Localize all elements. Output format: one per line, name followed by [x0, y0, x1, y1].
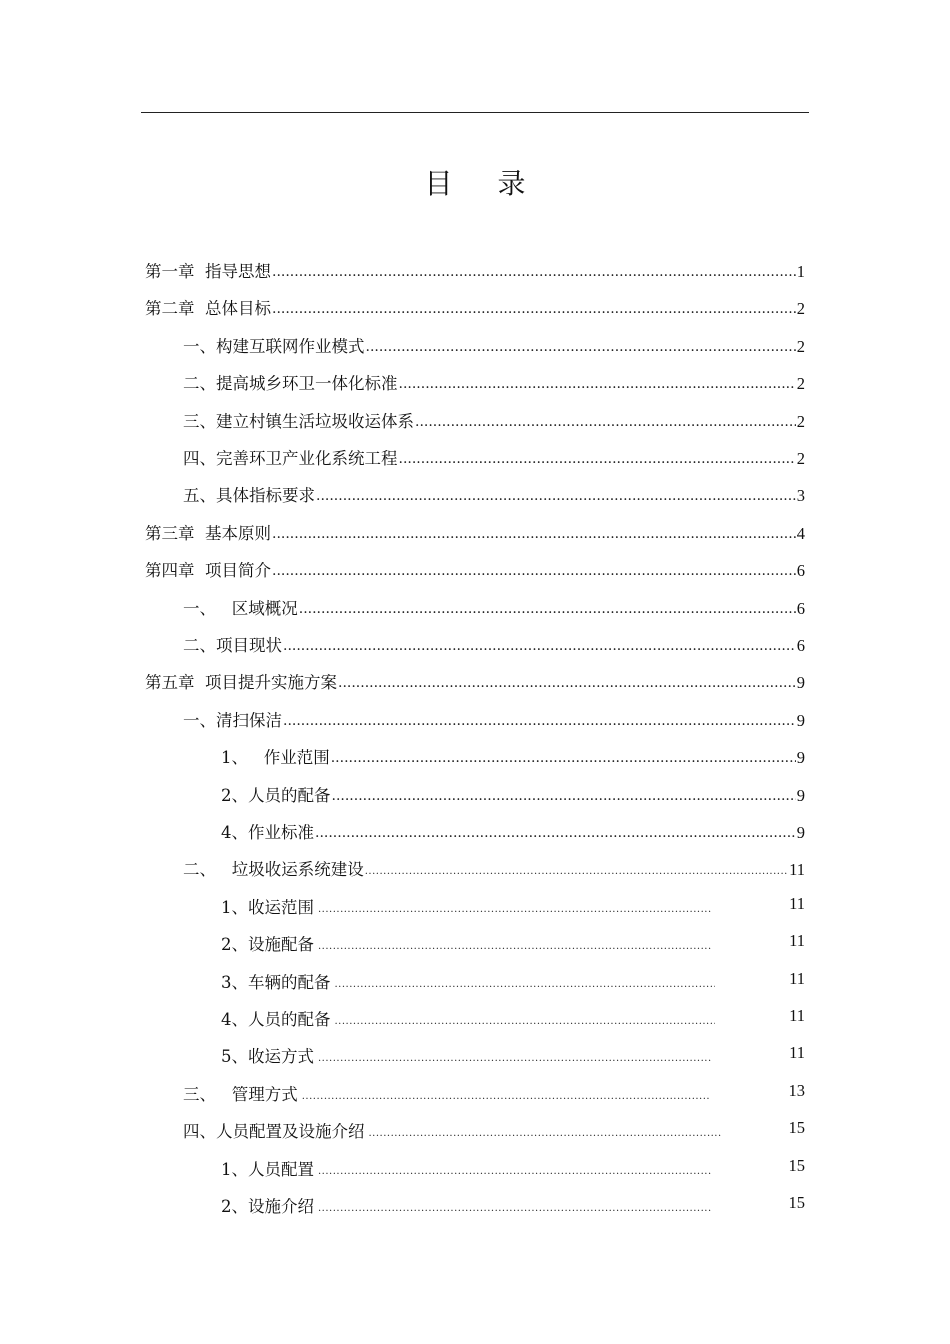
- toc-entry[interactable]: [221, 1043, 805, 1069]
- toc-entry-label: 三、 管理方式: [183, 1084, 298, 1104]
- toc-entry[interactable]: [221, 819, 805, 845]
- toc-entry[interactable]: [183, 1118, 805, 1144]
- toc-entry-label: 2、设施介绍: [221, 1197, 314, 1216]
- toc-entry-label: 1、收运范围: [221, 897, 314, 917]
- toc-entry[interactable]: [183, 445, 805, 471]
- toc-entry[interactable]: [183, 595, 805, 621]
- toc-entry-label: 四、人员配置及设施介绍: [183, 1122, 365, 1142]
- toc-entry[interactable]: [221, 782, 805, 808]
- toc-page-number: 9: [796, 748, 805, 768]
- dot-leader: [318, 904, 712, 915]
- dot-leader: [335, 979, 716, 990]
- toc-entry[interactable]: [145, 557, 805, 583]
- toc-page-number: 4: [796, 523, 805, 543]
- toc-page-number: 11: [789, 1006, 805, 1025]
- dot-leader: [299, 601, 796, 617]
- toc-page-number: 1: [796, 262, 805, 281]
- toc-entry[interactable]: [145, 520, 805, 546]
- toc-entry[interactable]: [183, 632, 805, 658]
- dot-leader: [399, 451, 796, 467]
- toc-entry[interactable]: [145, 295, 805, 321]
- toc-entry[interactable]: [145, 669, 805, 695]
- toc-entry-label: 2、设施配备: [221, 935, 314, 955]
- dot-leader: [331, 750, 796, 766]
- toc-entry-label: 二、 垃圾收运系统建设: [183, 860, 364, 880]
- toc-page-number: 9: [796, 673, 805, 693]
- toc-page-number: 11: [789, 968, 805, 988]
- dot-leader: [318, 1166, 712, 1177]
- dot-leader: [365, 866, 788, 877]
- dot-leader: [318, 1053, 712, 1064]
- toc-entry-label: 第三章 基本原则: [145, 523, 271, 543]
- toc-entry-label: 一、构建互联网作业模式: [183, 336, 365, 356]
- header-rule: [141, 112, 809, 113]
- toc-page-number: 11: [789, 931, 805, 951]
- toc-entry[interactable]: [183, 707, 805, 733]
- toc-entry-label: 二、项目现状: [183, 636, 282, 655]
- dot-leader: [315, 825, 796, 841]
- dot-leader: [318, 1203, 712, 1214]
- toc-page-number: 3: [796, 486, 805, 506]
- dot-leader: [366, 339, 796, 355]
- dot-leader: [316, 488, 796, 504]
- toc-entry[interactable]: [221, 1156, 805, 1182]
- dot-leader: [272, 526, 796, 542]
- toc-page-number: 9: [796, 710, 805, 730]
- toc-entry[interactable]: [183, 408, 805, 434]
- toc-entry[interactable]: [183, 370, 805, 396]
- dot-leader: [338, 675, 796, 691]
- toc-entry-label: 第一章 指导思想: [145, 262, 271, 281]
- toc-entry[interactable]: [183, 333, 805, 359]
- toc-entry-label: 五、具体指标要求: [183, 486, 315, 506]
- toc-entry-label: 2、人员的配备: [221, 785, 331, 805]
- toc-page-number: 2: [796, 449, 805, 468]
- toc-entry-label: 第二章 总体目标: [145, 299, 271, 319]
- toc-entry[interactable]: [221, 744, 805, 770]
- toc-entry[interactable]: [183, 1081, 805, 1107]
- dot-leader: [272, 264, 796, 280]
- toc-entry-label: 5、收运方式: [221, 1047, 314, 1067]
- toc-page-number: 9: [796, 823, 805, 842]
- toc-page-number: 15: [788, 1193, 805, 1212]
- dot-leader: [302, 1091, 710, 1102]
- dot-leader: [283, 638, 796, 654]
- toc-page-number: 6: [796, 561, 805, 581]
- toc-entry[interactable]: [221, 894, 805, 920]
- toc-entry-label: 第四章 项目简介: [145, 561, 271, 581]
- dot-leader: [415, 414, 796, 430]
- toc-entry[interactable]: [221, 1006, 805, 1032]
- toc-entry[interactable]: [145, 258, 805, 284]
- dot-leader: [335, 1016, 716, 1027]
- toc-entry[interactable]: [183, 856, 805, 882]
- dot-leader: [272, 563, 796, 579]
- toc-page-number: 6: [796, 598, 805, 618]
- toc-page-number: 2: [796, 374, 805, 394]
- toc-entry-label: 一、 区域概况: [183, 598, 298, 618]
- toc-page-number: 11: [789, 860, 805, 880]
- dot-leader: [318, 941, 712, 952]
- dot-leader: [369, 1128, 723, 1139]
- toc-entry-label: 3、车辆的配备: [221, 972, 331, 992]
- toc-title: 目 录: [424, 167, 544, 200]
- toc-entry[interactable]: [221, 931, 805, 957]
- toc-entry-label: 4、人员的配备: [221, 1010, 331, 1029]
- toc-entry[interactable]: [221, 1193, 805, 1219]
- toc-page-number: 2: [796, 299, 805, 319]
- toc-page-number: 11: [789, 1043, 805, 1063]
- toc-page-number: 2: [796, 336, 805, 356]
- dot-leader: [399, 376, 796, 392]
- toc-entry-label: 1、人员配置: [221, 1159, 314, 1179]
- toc-page-number: 6: [796, 636, 805, 655]
- toc-page-number: 2: [796, 411, 805, 431]
- toc-entry[interactable]: [221, 969, 805, 995]
- toc-entry-label: 四、完善环卫产业化系统工程: [183, 449, 398, 468]
- toc-entry[interactable]: [183, 482, 805, 508]
- toc-entry-label: 一、清扫保洁: [183, 710, 282, 730]
- toc-page-number: 9: [796, 785, 805, 805]
- toc-entry-label: 第五章 项目提升实施方案: [145, 673, 337, 693]
- toc-page-number: 15: [788, 1155, 805, 1175]
- dot-leader: [332, 788, 796, 804]
- toc-entry-label: 1、 作业范围: [221, 748, 330, 768]
- toc-entry-label: 二、提高城乡环卫一体化标准: [183, 374, 398, 394]
- dot-leader: [283, 713, 796, 729]
- toc-page-number: 15: [788, 1118, 805, 1138]
- toc-entry-label: 三、建立村镇生活垃圾收运体系: [183, 411, 414, 431]
- toc-page-number: 11: [789, 893, 805, 913]
- dot-leader: [272, 301, 796, 317]
- toc-entry-label: 4、作业标准: [221, 823, 314, 842]
- toc-page-number: 13: [788, 1080, 805, 1100]
